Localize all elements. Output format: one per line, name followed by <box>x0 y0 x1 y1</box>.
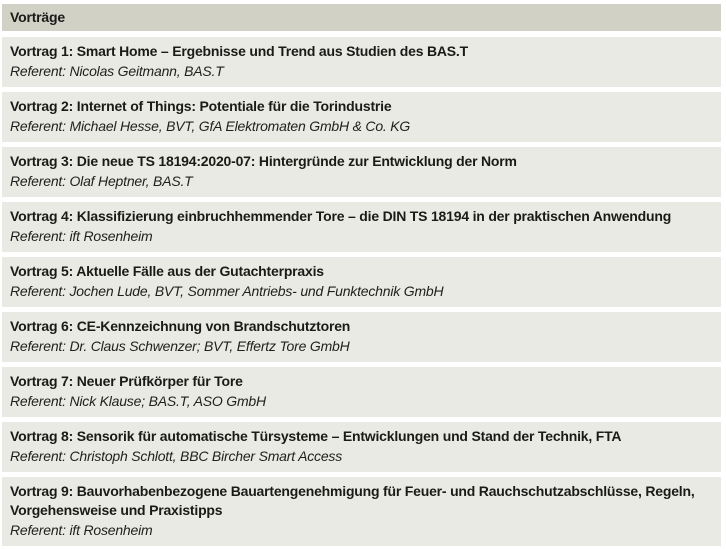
vortrag-referent: Referent: Nicolas Geitmann, BAS.T <box>10 63 224 79</box>
vortrag-title: Vortrag 9: Bauvorhabenbezogene Bauartengenehmigung für Feuer- und Rauchschutzabschlüsse, Regeln, Vorgehensweise und Praxistipps <box>10 483 695 518</box>
vortrag-title: Vortrag 4: Klassifizierung einbruchhemmender Tore – die DIN TS 18194 in der praktischen Anwendung <box>10 208 672 224</box>
table-row <box>2 367 721 417</box>
vortrag-title: Vortrag 2: Internet of Things: Potentiale für die Torindustrie <box>10 98 392 114</box>
vortrag-referent: Referent: Michael Hesse, BVT, GfA Elektromaten GmbH & Co. KG <box>10 118 411 134</box>
vortrag-referent: Referent: Christoph Schlott, BBC Bircher Smart Access <box>10 448 343 464</box>
table-row <box>2 422 721 472</box>
vortrag-title: Vortrag 5: Aktuelle Fälle aus der Gutachterpraxis <box>10 263 324 279</box>
table-row <box>2 312 721 362</box>
vortrag-referent: Referent: Dr. Claus Schwenzer; BVT, Effertz Tore GmbH <box>10 338 350 354</box>
vortrag-title: Vortrag 3: Die neue TS 18194:2020-07: Hintergründe zur Entwicklung der Norm <box>10 153 517 169</box>
table-header <box>2 4 721 31</box>
vortrag-referent: Referent: Jochen Lude, BVT, Sommer Antriebs- und Funktechnik GmbH <box>10 283 444 299</box>
table-row <box>2 37 721 87</box>
table-row <box>2 257 721 307</box>
table-row <box>2 147 721 197</box>
vortrag-referent: Referent: Olaf Heptner, BAS.T <box>10 173 193 189</box>
table-row <box>2 477 721 546</box>
vortrag-referent: Referent: ift Rosenheim <box>10 522 153 538</box>
vortrag-title: Vortrag 7: Neuer Prüfkörper für Tore <box>10 373 243 389</box>
vortraege-table <box>2 4 721 546</box>
vortrag-title: Vortrag 6: CE-Kennzeichnung von Brandschutztoren <box>10 318 351 334</box>
vortrag-title: Vortrag 8: Sensorik für automatische Türsysteme – Entwicklungen und Stand der Technik, FTA <box>10 428 622 444</box>
table-row <box>2 92 721 142</box>
table-header-title: Vorträge <box>10 9 65 25</box>
vortrag-title: Vortrag 1: Smart Home – Ergebnisse und Trend aus Studien des BAS.T <box>10 43 468 59</box>
vortrag-referent: Referent: Nick Klause; BAS.T, ASO GmbH <box>10 393 266 409</box>
vortrag-referent: Referent: ift Rosenheim <box>10 228 153 244</box>
table-row <box>2 202 721 252</box>
